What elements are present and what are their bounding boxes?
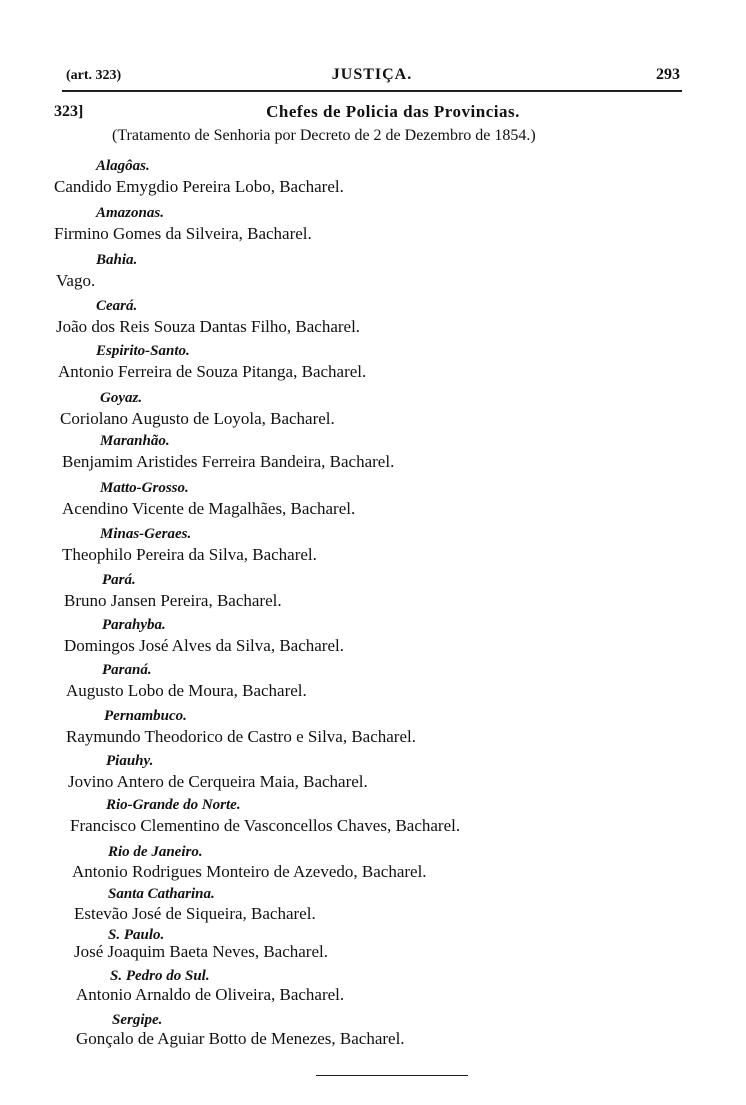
province-heading: Santa Catharina. — [108, 886, 215, 902]
chief-name: Theophilo Pereira da Silva, Bacharel. — [62, 545, 317, 564]
chief-name: Benjamim Aristides Ferreira Bandeira, Bacharel. — [62, 452, 395, 471]
province-heading: S. Paulo. — [108, 927, 165, 943]
chief-name: Gonçalo de Aguiar Botto de Menezes, Bacharel. — [76, 1029, 405, 1048]
chief-name: Antonio Rodrigues Monteiro de Azevedo, Bacharel. — [72, 862, 427, 881]
province-heading: Sergipe. — [112, 1012, 163, 1028]
chief-name: Domingos José Alves da Silva, Bacharel. — [64, 636, 344, 655]
province-heading: Pará. — [102, 572, 136, 588]
province-heading: Espirito-Santo. — [96, 343, 190, 359]
province-heading: Amazonas. — [96, 205, 164, 221]
chief-name: José Joaquim Baeta Neves, Bacharel. — [74, 942, 328, 961]
chief-name: Firmino Gomes da Silveira, Bacharel. — [54, 224, 312, 243]
article-number: 323] — [54, 103, 84, 120]
province-heading: Rio-Grande do Norte. — [106, 797, 241, 813]
chief-name: Raymundo Theodorico de Castro e Silva, Bacharel. — [66, 727, 416, 746]
province-heading: Maranhão. — [100, 433, 170, 449]
section-subtitle: (Tratamento de Senhoria por Decreto de 2 de Dezembro de 1854.) — [112, 127, 536, 144]
running-header — [62, 66, 682, 92]
page-number: 293 — [656, 66, 680, 83]
province-heading: Parahyba. — [102, 617, 166, 633]
chief-name: Jovino Antero de Cerqueira Maia, Bacharel. — [68, 772, 368, 791]
province-heading: Bahia. — [96, 252, 138, 268]
province-heading: Minas-Geraes. — [100, 526, 192, 542]
chief-name: Augusto Lobo de Moura, Bacharel. — [66, 681, 307, 700]
chief-name: Antonio Arnaldo de Oliveira, Bacharel. — [76, 985, 345, 1004]
chief-name: Candido Emygdio Pereira Lobo, Bacharel. — [54, 177, 344, 196]
header-title: JUSTIÇA. — [331, 66, 413, 83]
province-heading: Pernambuco. — [104, 708, 187, 724]
province-heading: Goyaz. — [100, 390, 143, 406]
province-heading: Ceará. — [96, 298, 138, 314]
province-heading: S. Pedro do Sul. — [110, 968, 210, 984]
header-article-ref: (art. 323) — [66, 68, 122, 83]
chief-name: Estevão José de Siqueira, Bacharel. — [74, 904, 316, 923]
province-heading: Alagôas. — [96, 158, 150, 174]
province-heading: Paraná. — [102, 662, 152, 678]
chief-name: Bruno Jansen Pereira, Bacharel. — [64, 591, 282, 610]
chief-name: Antonio Ferreira de Souza Pitanga, Bacharel. — [58, 362, 367, 381]
province-heading: Piauhy. — [106, 753, 154, 769]
section-title: Chefes de Policia das Provincias. — [266, 102, 520, 121]
province-heading: Matto-Grosso. — [100, 480, 189, 496]
chief-name: João dos Reis Souza Dantas Filho, Bacharel. — [56, 317, 361, 336]
closing-rule — [316, 1075, 468, 1076]
chief-name: Coriolano Augusto de Loyola, Bacharel. — [60, 409, 335, 428]
chief-name: Vago. — [56, 271, 96, 290]
chief-name: Acendino Vicente de Magalhães, Bacharel. — [62, 499, 356, 518]
province-heading: Rio de Janeiro. — [108, 844, 203, 860]
chief-name: Francisco Clementino de Vasconcellos Chaves, Bacharel. — [70, 816, 461, 835]
